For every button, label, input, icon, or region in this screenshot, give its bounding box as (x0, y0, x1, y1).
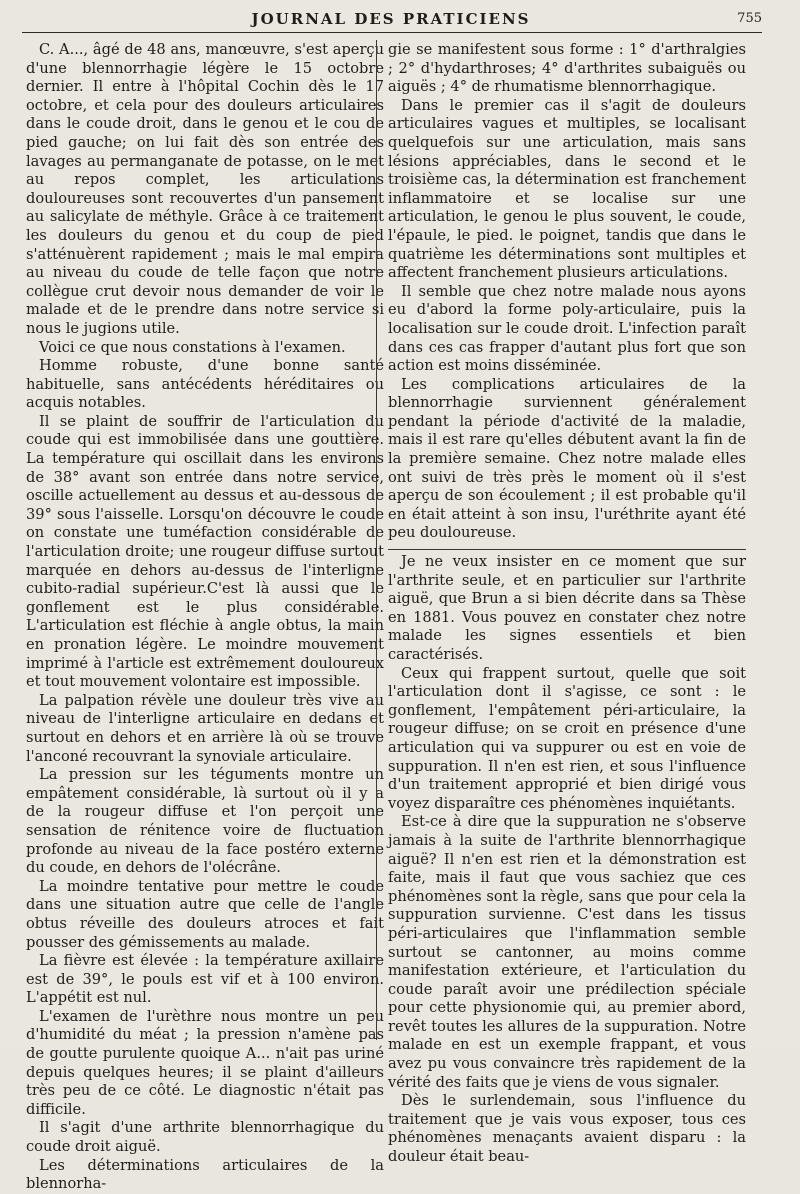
page-header (20, 10, 762, 32)
column-divider (376, 40, 377, 1040)
right-column (388, 41, 746, 1167)
paragraph: Est-ce à dire que la suppuration ne s'observe jamais à la suite de l'arthrite blennorrhagique aiguë? Il n'en est rien et la démonstration est faite, mais il faut que vous sachiez que ces phénomènes sont la règle, sans que pour cela la suppuration survienne. C'est dans les tissus péri-articulaires que l'inflammation semble surtout se cantonner, au moins comme manifestation extérieure, et l'articulation du coude paraît avoir une prédilection spéciale pour cette physionomie qui, au premier abord, revêt toutes les allures de la suppuration. Notre malade en est un exemple frappant, et vous avez pu vous convaincre très rapidement de la vérité des faits que je viens de vous signaler. (388, 813, 746, 1091)
header-rule (22, 32, 762, 33)
paragraph: C. A..., âgé de 48 ans, manœuvre, s'est aperçu d'une blennorrhagie légère le 15 octobre dernier. Il entre à l'hôpital Cochin dès le 17 octobre, et cela pour des douleurs articulaires dans le coude droit, dans le genou et le cou de pied gauche; on lui fait dès son entrée des lavages au permanganate de potasse, on le met au repos complet, les articulations douloureuses sont recouvertes d'un pansement au salicylate de méthyle. Grâce à ce traitement les douleurs du genou et du coup de pied s'atténuèrent rapidement ; mais le mal empira au niveau du coude de telle façon que notre collègue crut devoir nous demander de voir le malade et de le prendre dans notre service si nous le jugions utile. (26, 41, 384, 337)
paragraph: gie se manifestent sous forme : 1° d'arthralgies ; 2° d'hydarthroses; 4° d'arthrites subaiguës ou aiguës ; 4° de rhumatisme blennorrhagique. (388, 41, 746, 96)
left-column (26, 41, 384, 1194)
paragraph: L'examen de l'urèthre nous montre un peu d'humidité du méat ; la pression n'amène pas de goutte purulente quoique A... n'ait pas uriné depuis quelques heures; il se plaint d'ailleurs très peu de ce côté. Le diagnostic n'était pas difficile. (26, 1007, 384, 1118)
paragraph: La pression sur les téguments montre un empâtement considérable, là surtout où il y a de la rougeur diffuse et l'on perçoit une sensation de rénitence voire de fluctuation profonde au niveau de la face postéro externe du coude, en dehors de l'olécrâne. (26, 766, 384, 877)
paragraph: La moindre tentative pour mettre le coude dans une situation autre que celle de l'angle obtus réveille des douleurs atroces et fait pousser des gémissements au malade. (26, 877, 384, 951)
paragraph: Il s'agit d'une arthrite blennorrhagique du coude droit aiguë. (26, 1119, 384, 1156)
paragraph: Ceux qui frappent surtout, quelle que soit l'articulation dont il s'agisse, ce sont : le gonflement, l'empâtement péri-articulaire, la rougeur diffuse; on se croit en présence d'une articulation qui va suppurer ou est en voie de suppuration. Il n'en est rien, et sous l'influence d'un traitement approprié et bien dirigé vous voyez disparaître ces phénomènes inquiétants. (388, 664, 746, 812)
paragraph: La fièvre est élevée : la température axillaire est de 39°, le pouls est vif et à 100 environ. L'appétit est nul. (26, 952, 384, 1007)
paragraph: Il se plaint de souffrir de l'articulation du coude qui est immobilisée dans une gouttière. La température qui oscillait dans les environs de 38° avant son entrée dans notre service, oscille actuellement au dessus et au-dessous de 39° sous l'aisselle. Lorsqu'on découvre le coude on constate une tuméfaction considérable de l'articulation droite; une rougeur diffuse surtout marquée en dehors au-dessus de l'interligne cubito-radial supérieur.C'est là aussi que le gonflement est le plus considérable. L'articulation est fléchie à angle obtus, la main en pronation légère. Le moindre mouvement imprimé à l'article est extrêmement douloureux et tout mouvement volontaire est impossible. (26, 412, 384, 691)
paragraph: Homme robuste, d'une bonne santé habituelle, sans antécédents héréditaires ou acquis notables. (26, 357, 384, 412)
page-number: 755 (737, 11, 762, 26)
paragraph: Voici ce que nous constations à l'examen. (39, 338, 346, 356)
paragraph: La palpation révèle une douleur très vive au niveau de l'interligne articulaire en dedans et surtout en dehors et en arrière là où se trouve l'anconé recouvrant la synoviale articulaire. (26, 691, 384, 765)
running-title: JOURNAL DES PRATICIENS (251, 10, 531, 28)
paragraph: Dans le premier cas il s'agit de douleurs articulaires vagues et multiples, se localisant quelquefois sur une articulation, mais sans lésions appréciables, dans le second et le troisième cas, la détermination est franchement inflammatoire et se localise sur une articulation, le genou le plus souvent, le coude, l'épaule, le pied. le poignet, tandis que dans le quatrième les déterminations sont multiples et affectent franchement plusieurs articulations. (388, 96, 746, 282)
paragraph: Je ne veux insister en ce moment que sur l'arthrite seule, et en particulier sur l'arthrite aiguë, que Brun a si bien décrite dans sa Thèse en 1881. Vous pouvez en constater chez notre malade les signes essentiels et bien caractérisés. (388, 553, 746, 663)
paragraph: Les complications articulaires de la blennorrhagie surviennent généralement pendant la période d'activité de la maladie, mais il est rare qu'elles débutent avant la fin de la première semaine. Chez notre malade elles ont suivi de très près le moment où il s'est aperçu de son écoulement ; il est probable qu'il en était atteint à son insu, l'uréthrite ayant été peu douloureuse. (388, 375, 746, 542)
paragraph: Les déterminations articulaires de la blennorha- (26, 1156, 384, 1193)
paragraph: Dès le surlendemain, sous l'influence du traitement que je vais vous exposer, tous ces phénomènes menaçants avaient disparu : la douleur était beau- (388, 1092, 746, 1166)
paragraph: Il semble que chez notre malade nous ayons eu d'abord la forme poly-articulaire, puis la localisation sur le coude droit. L'infection paraît dans ces cas frapper d'autant plus fort que son action est moins disséminée. (388, 282, 746, 375)
section-separator (388, 549, 746, 550)
